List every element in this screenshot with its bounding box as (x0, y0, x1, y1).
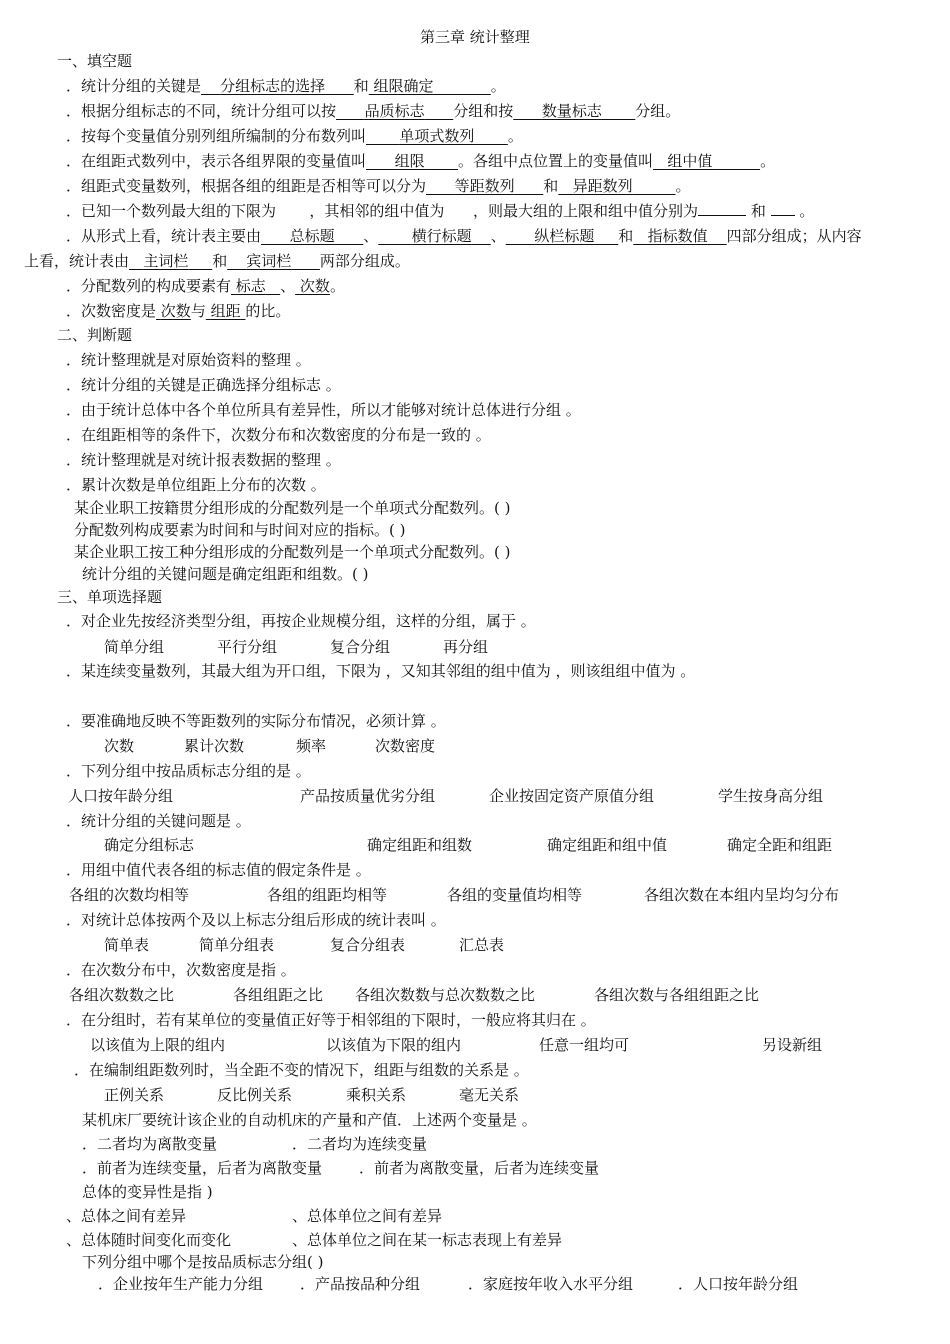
choice-option: 各组次数数与总次数数之比 (355, 986, 536, 1004)
judge-item: ．在组距相等的条件下，次数分布和次数密度的分布是一致的 。 (66, 426, 491, 444)
choice-option: ．前者为离散变量，后者为连续变量 (359, 1159, 600, 1177)
choice-option: 以该值为下限的组内 (326, 1036, 462, 1054)
choice-option: ．产品按品种分组 (300, 1275, 421, 1293)
choice-question: ．统计分组的关键问题是 。 (66, 812, 251, 830)
choice-option: 反比例关系 (217, 1086, 293, 1104)
judge-item: ．统计整理就是对统计报表数据的整理 。 (66, 451, 341, 469)
answer: 等距数列 (454, 177, 515, 195)
choice-option: 乘积关系 (346, 1086, 407, 1104)
choice-option: 人口按年龄分组 (68, 787, 174, 805)
fill-question-7: ．从形式上看，统计表主要由 总标题 、 横行标题 、 纵栏标题 和 指标数值 四部分组成；从内容 (66, 227, 862, 245)
choice-option: ．企业按年生产能力分组 (98, 1275, 264, 1293)
choice-option: 、总体单位之间有差异 (292, 1207, 443, 1225)
fill-question-9: ．次数密度是 次数与 组距 的比。 (66, 302, 291, 320)
choice-option: 确定组距和组数 (367, 836, 473, 854)
choice-option: 复合分组 (330, 638, 391, 656)
choice-option: ．前者为连续变量，后者为离散变量 (82, 1159, 323, 1177)
answer: 指标数值 (647, 227, 708, 245)
choice-option: 各组组距之比 (233, 986, 324, 1004)
judge-item: ．由于统计总体中各个单位所具有差异性，所以才能够对统计总体进行分组 。 (66, 401, 581, 419)
fill-question-4: ．在组距式数列中，表示各组界限的变量值叫 组限 。各组中点位置上的变量值叫 组中值 。 (66, 152, 776, 170)
choice-option: 次数 (104, 737, 135, 755)
choice-question: ．下列分组中按品质标志分组的是 。 (66, 762, 311, 780)
judge-item: ．统计整理就是对原始资料的整理 。 (66, 351, 311, 369)
choice-question: ．用组中值代表各组的标志值的假定条件是 。 (66, 861, 371, 879)
answer: 异距数列 (572, 177, 633, 195)
answer: 宾词栏 (246, 252, 292, 270)
choice-question: ．在编制组距数列时，当全距不变的情况下，组距与组数的关系是 。 (74, 1061, 529, 1079)
answer-blank (698, 201, 746, 216)
answer: 总标题 (289, 227, 335, 245)
answer: 组中值 (667, 152, 713, 170)
choice-option: 简单分组表 (199, 936, 275, 954)
answer: 分组标志的选择 (220, 77, 326, 95)
answer: 品质标志 (364, 102, 425, 120)
choice-option: 各组的次数均相等 (69, 886, 190, 904)
choice-option: 次数密度 (375, 737, 436, 755)
choice-option: 确定组距和组中值 (547, 836, 668, 854)
section-heading-single-choice: 三、单项选择题 (57, 588, 163, 606)
choice-option: 各组的变量值均相等 (447, 886, 583, 904)
judge-item: 分配数列构成要素为时间和与时间对应的指标。( ) (74, 521, 406, 539)
answer: 次数 (299, 277, 330, 295)
judge-item: 某企业职工按工种分组形成的分配数列是一个单项式分配数列。( ) (74, 543, 511, 561)
answer: 组限 (394, 152, 425, 170)
answer: 标志 (235, 277, 266, 295)
answer: 单项式数列 (399, 127, 475, 145)
answer: 组距 (210, 302, 241, 320)
section-heading-fill: 一、填空题 (57, 52, 133, 70)
choice-option: ．二者均为离散变量 (82, 1135, 218, 1153)
page-title: 第三章 统计整理 (420, 28, 530, 46)
fill-question-7-continued: 上看，统计表由 主词栏 和 宾词栏 两部分组成。 (24, 252, 410, 270)
choice-question: 某机床厂要统计该企业的自动机床的产量和产值．上述两个变量是 。 (82, 1111, 537, 1129)
answer: 纵栏标题 (534, 227, 595, 245)
choice-option: 毫无关系 (459, 1086, 520, 1104)
answer: 数量标志 (541, 102, 602, 120)
choice-option: 正例关系 (104, 1086, 165, 1104)
answer: 次数 (160, 302, 191, 320)
choice-option: 再分组 (443, 638, 489, 656)
choice-option: 平行分组 (217, 638, 278, 656)
choice-question: ．对企业先按经济类型分组，再按企业规模分组，这样的分组，属于 。 (66, 612, 536, 630)
choice-option: 、总体随时间变化而变化 (66, 1231, 232, 1249)
choice-option: 、总体之间有差异 (66, 1207, 187, 1225)
choice-option: 学生按身高分组 (718, 787, 824, 805)
answer: 主词栏 (143, 252, 189, 270)
choice-question: ．要准确地反映不等距数列的实际分布情况，必须计算 。 (66, 712, 446, 730)
choice-question: ．在分组时，若有某单位的变量值正好等于相邻组的下限时，一般应将其归在 。 (66, 1011, 596, 1029)
choice-option: 复合分组表 (330, 936, 406, 954)
choice-option: ．二者均为连续变量 (292, 1135, 428, 1153)
choice-option: 各组次数与各组组距之比 (594, 986, 760, 1004)
fill-question-5: ．组距式变量数列，根据各组的组距是否相等可以分为 等距数列 和 异距数列 。 (66, 177, 691, 195)
fill-question-1: ．统计分组的关键是 分组标志的选择 和 组限确定 。 (66, 77, 506, 95)
choice-option: ．家庭按年收入水平分组 (468, 1275, 634, 1293)
choice-option: 各组的组距均相等 (267, 886, 388, 904)
choice-option: ．人口按年龄分组 (678, 1275, 799, 1293)
fill-question-8: ．分配数列的构成要素有 标志 、 次数。 (66, 277, 345, 295)
choice-option: 任意一组均可 (539, 1036, 630, 1054)
choice-option: 简单表 (104, 936, 150, 954)
choice-option: 、总体单位之间在某一标志表现上有差异 (292, 1231, 563, 1249)
choice-option: 累计次数 (184, 737, 245, 755)
answer: 横行标题 (411, 227, 472, 245)
question-text: ．统计分组的关键是 (66, 77, 202, 95)
choice-option: 产品按质量优劣分组 (300, 787, 436, 805)
judge-item: ．统计分组的关键是正确选择分组标志 。 (66, 376, 341, 394)
choice-question: 下列分组中哪个是按品质标志分组( ) (82, 1253, 324, 1271)
choice-option: 确定分组标志 (104, 836, 195, 854)
choice-question: ．某连续变量数列，其最大组为开口组，下限为 ，又知其邻组的组中值为 ，则该组组中值为 。 (66, 662, 696, 680)
choice-question: 总体的变异性是指 ) (82, 1183, 213, 1201)
fill-question-6: ．已知一个数列最大组的下限为 ，其相邻的组中值为 ，则最大组的上限和组中值分别为 和 。 (66, 202, 815, 220)
answer-blank (771, 201, 795, 216)
choice-option: 各组次数在本组内呈均匀分布 (644, 886, 840, 904)
fill-question-3: ．按每个变量值分别列组所编制的分布数列叫 单项式数列 。 (66, 127, 523, 145)
choice-option: 企业按固定资产原值分组 (489, 787, 655, 805)
section-heading-judge: 二、判断题 (57, 326, 133, 344)
fill-question-2: ．根据分组标志的不同，统计分组可以按 品质标志 分组和按 数量标志 分组。 (66, 102, 681, 120)
judge-item: ．累计次数是单位组距上分布的次数 。 (66, 476, 326, 494)
judge-item: 统计分组的关键问题是确定组距和组数。( ) (82, 565, 369, 583)
choice-option: 以该值为上限的组内 (90, 1036, 226, 1054)
choice-option: 频率 (296, 737, 327, 755)
choice-option: 汇总表 (459, 936, 505, 954)
judge-item: 某企业职工按籍贯分组形成的分配数列是一个单项式分配数列。( ) (74, 499, 511, 517)
choice-option: 确定全距和组距 (727, 836, 833, 854)
answer: 组限确定 (373, 77, 434, 95)
choice-option: 简单分组 (104, 638, 165, 656)
choice-question: ．在次数分布中，次数密度是指 。 (66, 961, 296, 979)
choice-option: 各组次数数之比 (69, 986, 175, 1004)
choice-question: ．对统计总体按两个及以上标志分组后形成的统计表叫 。 (66, 911, 446, 929)
choice-option: 另设新组 (762, 1036, 823, 1054)
